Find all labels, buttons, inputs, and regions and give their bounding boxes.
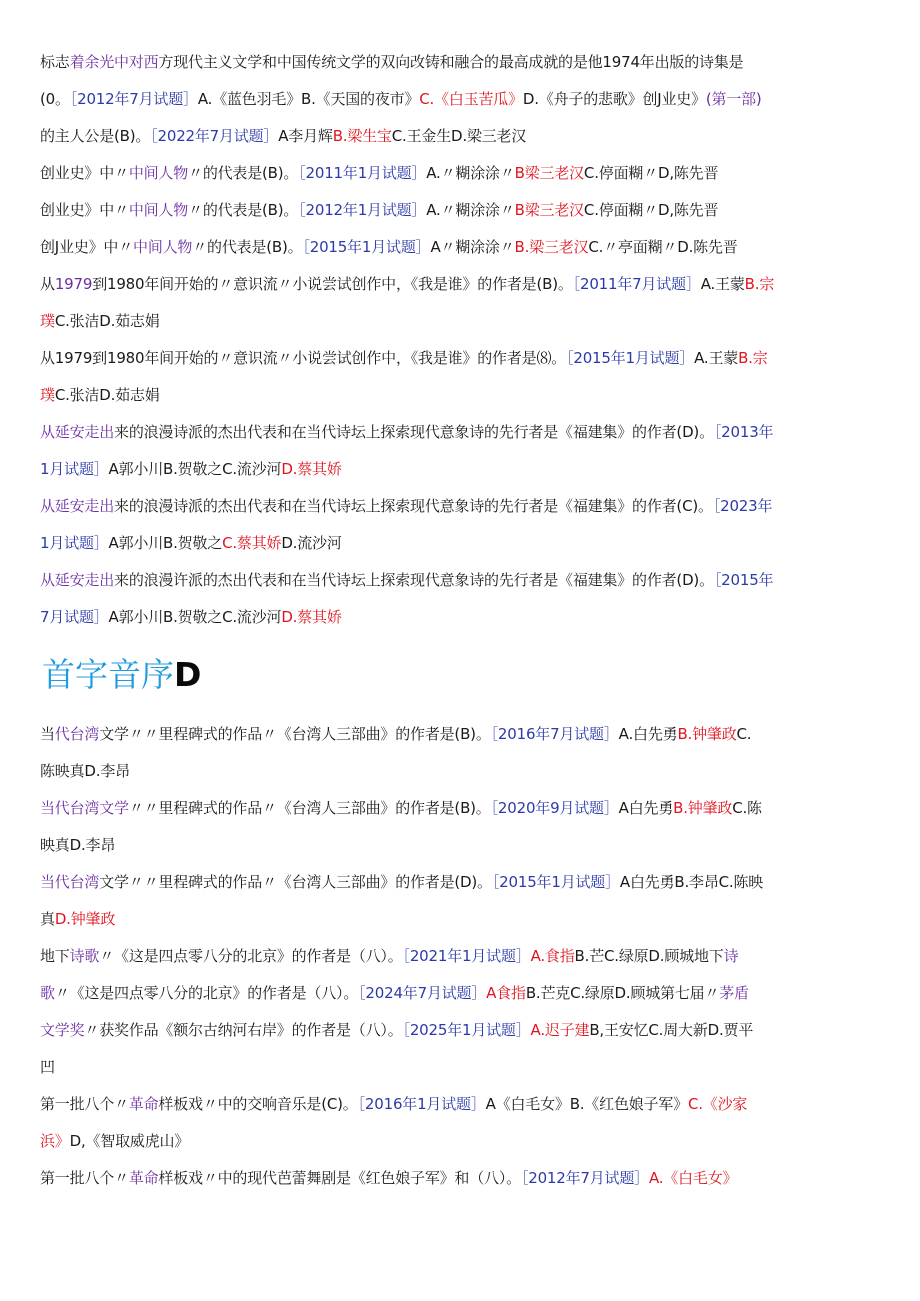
text-segment: B.宗 xyxy=(744,275,775,293)
text-segment: A.《白毛女》 xyxy=(648,1169,738,1187)
text-segment: (0。 xyxy=(40,90,70,108)
text-segment: 浜》 xyxy=(40,1132,70,1150)
text-segment: 从1979到1980年间开始的〃意识流〃小说尝试创作中，《我是谁》的作者是⑻。 xyxy=(40,349,567,367)
text-segment: 创J业史》中〃 xyxy=(40,238,134,256)
entry-list-top xyxy=(40,44,885,636)
text-segment: 凹 xyxy=(40,1058,55,1076)
text-segment: A《白毛女》B.《红色娘子军》 xyxy=(485,1095,688,1113)
entry-line xyxy=(40,753,885,790)
text-segment: 1月试题］ xyxy=(40,460,109,478)
text-segment: ［2012年1月试题］ xyxy=(298,201,427,219)
text-segment: 茅盾 xyxy=(719,984,749,1002)
entry-line xyxy=(40,303,885,340)
text-segment: 1月试题］ xyxy=(40,534,109,552)
entry-line xyxy=(40,1123,885,1160)
text-segment: 〃《这是四点零八分的北京》的作者是（八）。 xyxy=(99,947,403,965)
entry-line xyxy=(40,81,885,118)
question-entry xyxy=(40,562,885,636)
text-segment: 从延安走出 xyxy=(40,571,115,589)
text-segment: 映真D.李昂 xyxy=(40,836,116,854)
entry-line xyxy=(40,451,885,488)
text-segment: 〃的代表是(B)。 xyxy=(188,201,299,219)
text-segment: C.蔡其娇 xyxy=(222,534,282,552)
entry-line xyxy=(40,938,885,975)
entry-line xyxy=(40,827,885,864)
text-segment: 1979 xyxy=(54,275,93,293)
text-segment: 中间人物 xyxy=(128,201,189,219)
text-segment: A.《蓝色羽毛》B.《天国的夜市》 xyxy=(197,90,420,108)
text-segment: C.张洁D.茹志娟 xyxy=(54,386,160,404)
entry-line xyxy=(40,716,885,753)
text-segment: A.食指 xyxy=(530,947,575,965)
text-segment: A.迟子建 xyxy=(530,1021,590,1039)
question-entry xyxy=(40,266,885,340)
text-segment: ［2015年 xyxy=(713,571,774,589)
text-segment: 真 xyxy=(40,910,55,928)
text-segment: ［2011年7月试题］ xyxy=(572,275,701,293)
text-segment: B.芒C.绿原D.顾城地下 xyxy=(574,947,724,965)
text-segment: ［2011年1月试题］ xyxy=(298,164,427,182)
text-segment: ［2015年1月试题］ xyxy=(566,349,695,367)
text-segment: C.陈 xyxy=(732,799,762,817)
entry-line xyxy=(40,229,885,266)
text-segment: 歌 xyxy=(40,984,55,1002)
text-segment: 标志 xyxy=(40,53,70,71)
text-segment: B.梁三老汉 xyxy=(514,238,589,256)
text-segment: ［2020年9月试题］ xyxy=(490,799,619,817)
text-segment: C. xyxy=(736,725,752,743)
text-segment: ［2015年1月试题］ xyxy=(302,238,431,256)
text-segment: B.芒克C.绿原D.顾城第七届〃 xyxy=(525,984,720,1002)
text-segment: A郭小川B.贺敬之 xyxy=(108,534,223,552)
text-segment: D.《舟子的悲歌》创J业史》 xyxy=(522,90,706,108)
entry-line xyxy=(40,599,885,636)
entry-line xyxy=(40,1086,885,1123)
text-segment: D.流沙河 xyxy=(281,534,342,552)
entry-line xyxy=(40,1160,885,1197)
text-segment: 〃的代表是(B)。 xyxy=(188,164,299,182)
entry-line xyxy=(40,414,885,451)
text-segment: 来的浪漫诗派的杰出代表和在当代诗坛上探索现代意象诗的先行者是《福建集》的作者(D)。 xyxy=(114,423,714,441)
text-segment: D.蔡其娇 xyxy=(281,460,342,478)
text-segment: C.《白玉苦瓜》 xyxy=(419,90,523,108)
question-entry xyxy=(40,1086,885,1160)
text-segment: A李月辉 xyxy=(278,127,333,145)
text-segment: 〃〃里程碑式的作品〃《台湾人三部曲》的作者是(B)。 xyxy=(128,799,491,817)
text-segment: ［2016年7月试题］ xyxy=(490,725,619,743)
question-entry xyxy=(40,1160,885,1197)
text-segment: 革命 xyxy=(128,1095,159,1113)
question-entry xyxy=(40,864,885,938)
entry-list-bottom xyxy=(40,716,885,1197)
text-segment: 第一批八个〃 xyxy=(40,1095,129,1113)
text-segment: C.停面糊〃D,陈先晋 xyxy=(583,201,719,219)
text-segment: ［2013年 xyxy=(713,423,774,441)
text-segment: B.钟肇政 xyxy=(673,799,733,817)
entry-line xyxy=(40,266,885,303)
text-segment: 〃的代表是(B)。 xyxy=(192,238,303,256)
question-entry xyxy=(40,192,885,229)
text-segment: 创业史》中〃 xyxy=(40,164,129,182)
question-entry xyxy=(40,716,885,790)
text-segment: A.〃糊涂涂〃 xyxy=(426,201,515,219)
entry-line xyxy=(40,864,885,901)
text-segment: A郭小川B.贺敬之C.流沙河 xyxy=(108,460,282,478)
text-segment: ［2023年 xyxy=(712,497,773,515)
text-segment: 文学〃〃里程碑式的作品〃《台湾人三部曲》的作者是(D)。 xyxy=(99,873,492,891)
text-segment: D.蔡其娇 xyxy=(281,608,342,626)
text-segment: 璞 xyxy=(40,312,55,330)
text-segment: A.王蒙 xyxy=(700,275,745,293)
text-segment: 〃获奖作品《额尔古纳河右岸》的作者是（八）。 xyxy=(84,1021,403,1039)
text-segment: B,王安忆C.周大新D.贾平 xyxy=(589,1021,754,1039)
entry-line xyxy=(40,488,885,525)
text-segment: 来的浪漫许派的杰出代表和在当代诗坛上探索现代意象诗的先行者是《福建集》的作者(D)。 xyxy=(114,571,714,589)
text-segment: 7月试题］ xyxy=(40,608,109,626)
text-segment: 文学〃〃里程碑式的作品〃《台湾人三部曲》的作者是(B)。 xyxy=(99,725,491,743)
text-segment: D,《智取威虎山》 xyxy=(69,1132,190,1150)
entry-line xyxy=(40,1049,885,1086)
section-heading xyxy=(42,650,885,700)
text-segment: C.王金生D.梁三老汉 xyxy=(391,127,527,145)
entry-line xyxy=(40,377,885,414)
entry-line xyxy=(40,790,885,827)
text-segment: 代台湾 xyxy=(54,725,100,743)
question-entry xyxy=(40,229,885,266)
text-segment: 样板戏〃中的现代芭蕾舞剧是《红色娘子军》和（八）。 xyxy=(158,1169,521,1187)
text-segment: 到1980年间开始的〃意识流〃小说尝试创作中，《我是谁》的作者是(B)。 xyxy=(92,275,573,293)
text-segment: 当 xyxy=(40,725,55,743)
entry-line xyxy=(40,118,885,155)
text-segment: C.〃亭面糊〃D.陈先晋 xyxy=(588,238,738,256)
text-segment: B.梁生宝 xyxy=(332,127,392,145)
text-segment: 的主人公是(B)。 xyxy=(40,127,151,145)
question-entry xyxy=(40,155,885,192)
text-segment: 当代台湾文学 xyxy=(40,799,129,817)
text-segment: 样板戏〃中的交响音乐是(C)。 xyxy=(158,1095,358,1113)
text-segment: A郭小川B.贺敬之C.流沙河 xyxy=(108,608,282,626)
text-segment: 第一批八个〃 xyxy=(40,1169,129,1187)
entry-line xyxy=(40,155,885,192)
text-segment: A.〃糊涂涂〃 xyxy=(426,164,515,182)
text-segment: 中间人物 xyxy=(128,164,189,182)
section-heading-letter: D xyxy=(174,655,202,694)
text-segment: ［2012年7月试题］ xyxy=(69,90,198,108)
text-segment: 中间人物 xyxy=(133,238,193,256)
text-segment: C.张洁D.茹志娟 xyxy=(54,312,160,330)
text-segment: 陈映真D.李昂 xyxy=(40,762,130,780)
question-entry xyxy=(40,488,885,562)
text-segment: 从延安走出 xyxy=(40,423,115,441)
text-segment: A白先勇 xyxy=(618,799,674,817)
text-segment: 文学奖 xyxy=(40,1021,85,1039)
entry-line xyxy=(40,562,885,599)
entry-line xyxy=(40,340,885,377)
text-segment: A白先勇B.李昂C.陈映 xyxy=(619,873,764,891)
text-segment: 当代台湾 xyxy=(40,873,100,891)
text-segment: A.白先勇 xyxy=(618,725,678,743)
text-segment: ［2022年7月试题］ xyxy=(150,127,279,145)
text-segment: 诗 xyxy=(723,947,739,965)
text-segment: ［2024年7月试题］ xyxy=(358,984,487,1002)
section-heading-text: 首字音序 xyxy=(42,655,174,694)
question-entry xyxy=(40,790,885,864)
text-segment: 从 xyxy=(40,275,55,293)
question-entry xyxy=(40,414,885,488)
entry-line xyxy=(40,901,885,938)
entry-line xyxy=(40,525,885,562)
text-segment: ［2012年7月试题］ xyxy=(520,1169,649,1187)
text-segment: 从延安走出 xyxy=(40,497,115,515)
text-segment: 创业史》中〃 xyxy=(40,201,129,219)
question-entry xyxy=(40,44,885,155)
text-segment: ［2025年1月试题］ xyxy=(402,1021,531,1039)
text-segment: B.钟肇政 xyxy=(677,725,737,743)
text-segment: ［2015年1月试题］ xyxy=(491,873,620,891)
text-segment: ［2021年1月试题］ xyxy=(402,947,531,965)
entry-line xyxy=(40,192,885,229)
text-segment: 〃《这是四点零八分的北京》的作者是（八）。 xyxy=(54,984,359,1002)
entry-line xyxy=(40,1012,885,1049)
text-segment: D.钟肇政 xyxy=(54,910,116,928)
text-segment: 璞 xyxy=(40,386,55,404)
text-segment: 方现代主义文学和中国传统文学的双向改铸和融合的最高成就的是他1974年出版的诗集是 xyxy=(158,53,744,71)
text-segment: C.《沙家 xyxy=(687,1095,748,1113)
document-page xyxy=(40,44,885,1197)
text-segment: 着余光中对西 xyxy=(69,53,159,71)
text-segment: 革命 xyxy=(128,1169,159,1187)
text-segment: (第一部) xyxy=(705,90,762,108)
text-segment: B.宗 xyxy=(738,349,768,367)
text-segment: B梁三老汉 xyxy=(514,201,584,219)
text-segment: ［2016年1月试题］ xyxy=(357,1095,486,1113)
entry-line xyxy=(40,44,885,81)
text-segment: A〃糊涂涂〃 xyxy=(430,238,515,256)
text-segment: 地下 xyxy=(40,947,70,965)
question-entry xyxy=(40,938,885,1086)
text-segment: 诗歌 xyxy=(69,947,100,965)
question-entry xyxy=(40,340,885,414)
entry-line xyxy=(40,975,885,1012)
text-segment: A食指 xyxy=(486,984,526,1002)
text-segment: C.停面糊〃D,陈先晋 xyxy=(583,164,719,182)
text-segment: A.王蒙 xyxy=(694,349,739,367)
text-segment: B梁三老汉 xyxy=(514,164,584,182)
text-segment: 来的浪漫诗派的杰出代表和在当代诗坛上探索现代意象诗的先行者是《福建集》的作者(C)。 xyxy=(114,497,713,515)
